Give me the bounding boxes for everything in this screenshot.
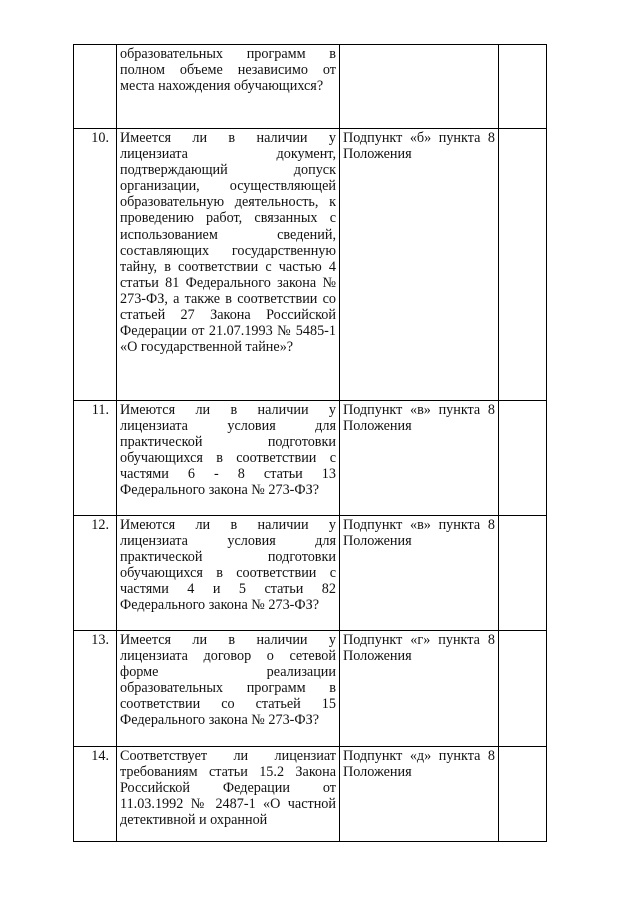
table-row (74, 747, 547, 842)
row-number: 12. (74, 516, 117, 631)
legal-basis: Подпункт «г» пункта 8 Положения (340, 631, 499, 747)
question-text: Имеются ли в наличии у лицензиата условия для практической подготовки обучающихся в соответствии с частями 4 и 5 статьи 82 Федерального закона № 273-ФЗ? (117, 516, 340, 631)
answer-cell[interactable] (499, 45, 547, 129)
answer-cell[interactable] (499, 631, 547, 747)
row-number: 11. (74, 401, 117, 516)
question-text: Имеется ли в наличии у лицензиата договор о сетевой форме реализации образовательных программ в соответствии со статьей 15 Федерального закона № 273-ФЗ? (117, 631, 340, 747)
table-row (74, 401, 547, 516)
legal-basis: Подпункт «в» пункта 8 Положения (340, 516, 499, 631)
legal-basis (340, 45, 499, 129)
legal-basis: Подпункт «д» пункта 8 Положения (340, 747, 499, 842)
answer-cell[interactable] (499, 747, 547, 842)
table-row (74, 516, 547, 631)
legal-basis: Подпункт «в» пункта 8 Положения (340, 401, 499, 516)
answer-cell[interactable] (499, 401, 547, 516)
row-number: 10. (74, 129, 117, 401)
answer-cell[interactable] (499, 516, 547, 631)
checklist-table (73, 44, 547, 842)
table-row (74, 129, 547, 401)
row-number (74, 45, 117, 129)
table-row (74, 631, 547, 747)
question-text: Имеется ли в наличии у лицензиата документ, подтверждающий допуск организации, осуществляющей образовательную деятельность, к проведению работ, связанных с использованием сведений, составляющих государственную тайну, в соответствии с частью 4 статьи 81 Федерального закона № 273-ФЗ, а также в соответствии со статьей 27 Закона Российской Федерации от 21.07.1993 № 5485-1 «О государственной тайне»? (117, 129, 340, 401)
row-number: 13. (74, 631, 117, 747)
question-text: образовательных программ в полном объеме независимо от места нахождения обучающихся? (117, 45, 340, 129)
question-text: Имеются ли в наличии у лицензиата условия для практической подготовки обучающихся в соответствии с частями 6 - 8 статьи 13 Федерального закона № 273-ФЗ? (117, 401, 340, 516)
legal-basis: Подпункт «б» пункта 8 Положения (340, 129, 499, 401)
table-row (74, 45, 547, 129)
answer-cell[interactable] (499, 129, 547, 401)
question-text: Соответствует ли лицензиат требованиям статьи 15.2 Закона Российской Федерации от 11.03.1992 № 2487-1 «О частной детективной и охранной (117, 747, 340, 842)
row-number: 14. (74, 747, 117, 842)
